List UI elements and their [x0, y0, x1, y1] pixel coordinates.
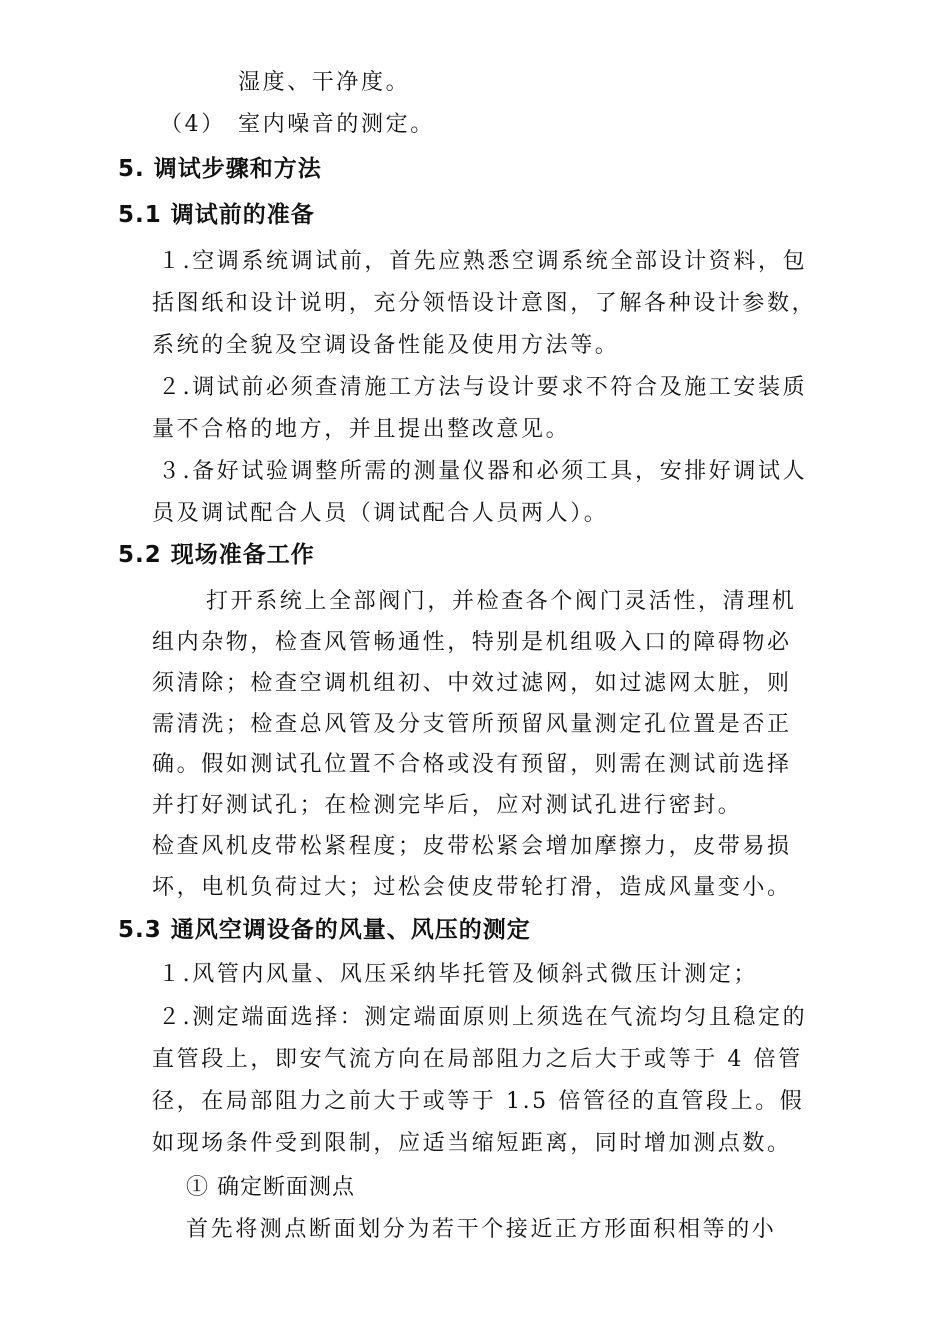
item-text: 室内噪音的测定。: [238, 112, 435, 137]
paragraph-line: ３.备好试验调整所需的测量仪器和必须工具，安排好调试人: [158, 459, 808, 484]
paragraph-line: 坏，电机负荷过大；过松会使皮带轮打滑，造成风量变小。: [152, 875, 792, 900]
paragraph-line: 确。假如测试孔位置不合格或没有预留，则需在测试前选择: [152, 752, 792, 777]
paragraph-line: 括图纸和设计说明，充分领悟设计意图，了解各种设计参数，: [152, 291, 817, 316]
subsection-heading: 5.1 调试前的准备: [118, 202, 315, 228]
paragraph-line: 量不合格的地方，并且提出整改意见。: [152, 417, 571, 442]
section-heading: 5. 调试步骤和方法: [118, 156, 322, 182]
paragraph-line: 并打好测试孔；在检测完毕后，应对测试孔进行密封。: [152, 793, 743, 818]
subsection-heading: 5.2 现场准备工作: [118, 542, 315, 568]
paragraph-line: 打开系统上全部阀门，并检查各个阀门灵活性，清理机: [206, 589, 797, 614]
paragraph-line: 直管段上，即安气流方向在局部阻力之后大于或等于 4 倍管: [152, 1047, 803, 1072]
paragraph-line: ２.测定端面选择：测定端面原则上须选在气流均匀且稳定的: [158, 1005, 808, 1030]
paragraph-line: 组内杂物，检查风管畅通性，特别是机组吸入口的障碍物必: [152, 630, 792, 655]
paragraph-line: 检查风机皮带松紧程度；皮带松紧会增加摩擦力，皮带易损: [152, 834, 792, 859]
paragraph-line: 需清洗；检查总风管及分支管所预留风量测定孔位置是否正: [152, 712, 792, 737]
text-line: 湿度、干净度。: [238, 70, 411, 95]
paragraph-line: 须清除；检查空调机组初、中效过滤网，如过滤网太脏，则: [152, 671, 792, 696]
paragraph-line: 径，在局部阻力之前大于或等于 1.5 倍管径的直管段上。假: [152, 1089, 805, 1114]
paragraph-line: 系统的全貌及空调设备性能及使用方法等。: [152, 333, 620, 358]
paragraph-line: 首先将测点断面划分为若干个接近正方形面积相等的小: [186, 1217, 777, 1242]
paragraph-line: １.空调系统调试前，首先应熟悉空调系统全部设计资料，包: [158, 249, 808, 274]
list-item: [160, 105, 435, 145]
paragraph-line: 如现场条件受到限制，应适当缩短距离，同时增加测点数。: [152, 1131, 792, 1156]
sub-item-heading: ① 确定断面测点: [186, 1175, 355, 1200]
subsection-heading: 5.3 通风空调设备的风量、风压的测定: [118, 917, 531, 943]
paragraph-line: １.风管内风量、风压采纳毕托管及倾斜式微压计测定；: [158, 962, 758, 987]
paragraph-line: 员及调试配合人员（调试配合人员两人）。: [152, 501, 609, 526]
item-number: （4）: [160, 112, 226, 137]
paragraph-line: ２.调试前必须查清施工方法与设计要求不符合及施工安装质: [158, 375, 808, 400]
